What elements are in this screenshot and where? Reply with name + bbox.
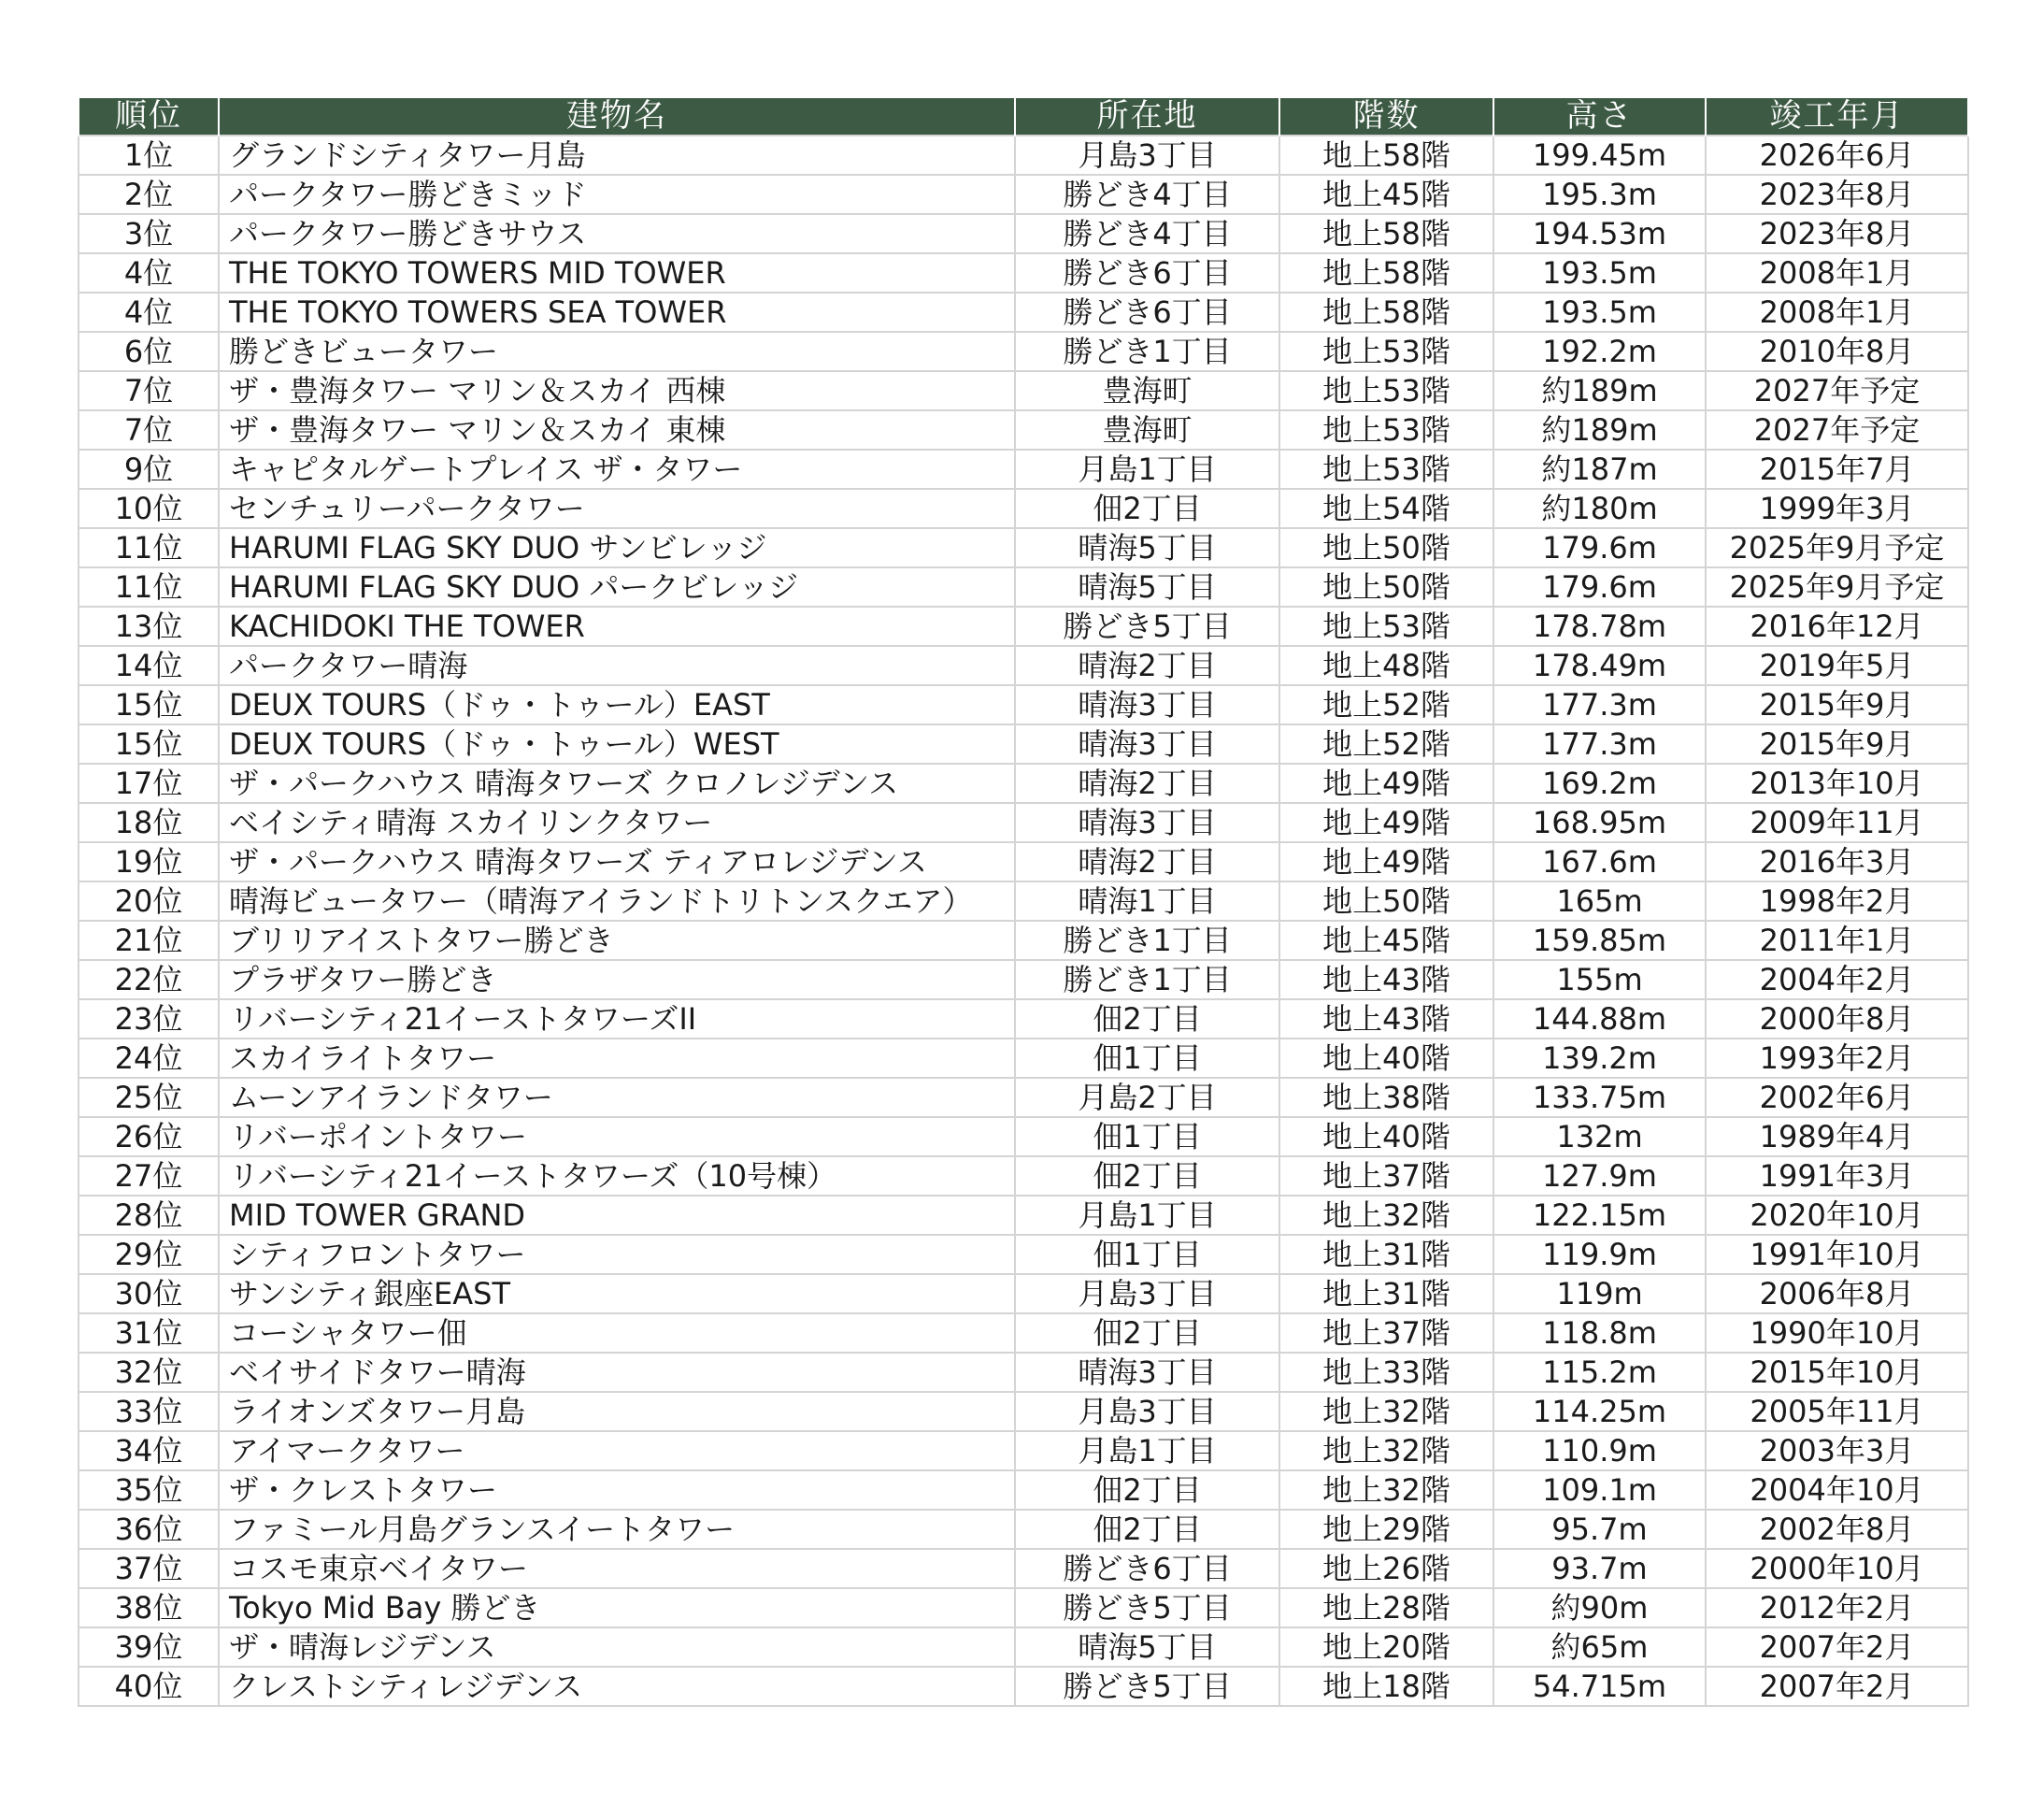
location-cell: 勝どき1丁目 (1015, 332, 1279, 371)
location-cell: 晴海1丁目 (1015, 881, 1279, 921)
location-cell: 佃2丁目 (1015, 1313, 1279, 1353)
building-name-cell: 晴海ビュータワー（晴海アイランドトリトンスクエア） (219, 881, 1015, 921)
floors-cell: 地上58階 (1279, 253, 1493, 293)
building-name-cell: コーシャタワー佃 (219, 1313, 1015, 1353)
floors-cell: 地上53階 (1279, 450, 1493, 489)
height-cell: 168.95m (1493, 803, 1706, 842)
floors-cell: 地上49階 (1279, 842, 1493, 881)
floors-cell: 地上52階 (1279, 685, 1493, 724)
floors-cell: 地上38階 (1279, 1078, 1493, 1117)
rank-cell: 31位 (79, 1313, 219, 1353)
height-cell: 177.3m (1493, 724, 1706, 764)
building-name-cell: シティフロントタワー (219, 1235, 1015, 1274)
location-cell: 晴海2丁目 (1015, 646, 1279, 685)
building-name-cell: Tokyo Mid Bay 勝どき (219, 1588, 1015, 1627)
height-cell: 122.15m (1493, 1196, 1706, 1235)
rank-cell: 15位 (79, 685, 219, 724)
building-name-cell: DEUX TOURS（ドゥ・トゥール）EAST (219, 685, 1015, 724)
completed-cell: 2016年12月 (1706, 607, 1968, 646)
building-name-cell: サンシティ銀座EAST (219, 1274, 1015, 1313)
table-row (79, 999, 1968, 1039)
building-name-cell: ブリリアイストタワー勝どき (219, 921, 1015, 960)
height-cell: 193.5m (1493, 253, 1706, 293)
building-name-cell: THE TOKYO TOWERS MID TOWER (219, 253, 1015, 293)
rank-cell: 20位 (79, 881, 219, 921)
location-cell: 勝どき4丁目 (1015, 175, 1279, 214)
height-cell: 118.8m (1493, 1313, 1706, 1353)
location-cell: 佃2丁目 (1015, 489, 1279, 528)
completed-cell: 2027年予定 (1706, 410, 1968, 450)
height-cell: 178.78m (1493, 607, 1706, 646)
completed-cell: 2015年7月 (1706, 450, 1968, 489)
location-cell: 月島3丁目 (1015, 1392, 1279, 1431)
rank-cell: 18位 (79, 803, 219, 842)
table-row (79, 1392, 1968, 1431)
rank-cell: 2位 (79, 175, 219, 214)
table-row (79, 450, 1968, 489)
table-row (79, 253, 1968, 293)
location-cell: 晴海2丁目 (1015, 842, 1279, 881)
location-cell: 佃1丁目 (1015, 1117, 1279, 1156)
floors-cell: 地上49階 (1279, 803, 1493, 842)
location-cell: 晴海3丁目 (1015, 685, 1279, 724)
completed-cell: 1993年2月 (1706, 1039, 1968, 1078)
completed-cell: 2006年8月 (1706, 1274, 1968, 1313)
floors-cell: 地上18階 (1279, 1667, 1493, 1706)
building-name-cell: ザ・クレストタワー (219, 1470, 1015, 1510)
table-row (79, 724, 1968, 764)
floors-cell: 地上53階 (1279, 607, 1493, 646)
header-name: 建物名 (219, 98, 1015, 136)
table-header (79, 98, 1968, 136)
table-row (79, 214, 1968, 253)
table-body (79, 136, 1968, 1706)
completed-cell: 2025年9月予定 (1706, 528, 1968, 567)
building-name-cell: センチュリーパークタワー (219, 489, 1015, 528)
building-name-cell: プラザタワー勝どき (219, 960, 1015, 999)
location-cell: 勝どき5丁目 (1015, 1588, 1279, 1627)
floors-cell: 地上37階 (1279, 1313, 1493, 1353)
rank-cell: 19位 (79, 842, 219, 881)
completed-cell: 1989年4月 (1706, 1117, 1968, 1156)
rank-cell: 11位 (79, 528, 219, 567)
table-row (79, 1117, 1968, 1156)
table-row (79, 136, 1968, 175)
completed-cell: 2015年9月 (1706, 724, 1968, 764)
location-cell: 佃2丁目 (1015, 1156, 1279, 1196)
completed-cell: 2000年8月 (1706, 999, 1968, 1039)
completed-cell: 2023年8月 (1706, 214, 1968, 253)
location-cell: 豊海町 (1015, 371, 1279, 410)
table-row (79, 881, 1968, 921)
floors-cell: 地上58階 (1279, 214, 1493, 253)
floors-cell: 地上32階 (1279, 1196, 1493, 1235)
rank-cell: 30位 (79, 1274, 219, 1313)
tower-ranking-table (78, 98, 1969, 1707)
building-name-cell: THE TOKYO TOWERS SEA TOWER (219, 293, 1015, 332)
completed-cell: 2004年2月 (1706, 960, 1968, 999)
building-name-cell: スカイライトタワー (219, 1039, 1015, 1078)
table-row (79, 332, 1968, 371)
location-cell: 佃1丁目 (1015, 1039, 1279, 1078)
height-cell: 155m (1493, 960, 1706, 999)
building-name-cell: HARUMI FLAG SKY DUO サンビレッジ (219, 528, 1015, 567)
completed-cell: 2000年10月 (1706, 1549, 1968, 1588)
floors-cell: 地上50階 (1279, 881, 1493, 921)
floors-cell: 地上20階 (1279, 1627, 1493, 1667)
rank-cell: 36位 (79, 1510, 219, 1549)
floors-cell: 地上53階 (1279, 332, 1493, 371)
height-cell: 133.75m (1493, 1078, 1706, 1117)
floors-cell: 地上53階 (1279, 410, 1493, 450)
location-cell: 勝どき4丁目 (1015, 214, 1279, 253)
building-name-cell: アイマークタワー (219, 1431, 1015, 1470)
building-name-cell: KACHIDOKI THE TOWER (219, 607, 1015, 646)
height-cell: 約90m (1493, 1588, 1706, 1627)
building-name-cell: ザ・晴海レジデンス (219, 1627, 1015, 1667)
table-row (79, 1313, 1968, 1353)
building-name-cell: ムーンアイランドタワー (219, 1078, 1015, 1117)
building-name-cell: リバーシティ21イーストタワーズII (219, 999, 1015, 1039)
table-row (79, 803, 1968, 842)
building-name-cell: パークタワー晴海 (219, 646, 1015, 685)
table-row (79, 293, 1968, 332)
completed-cell: 2002年6月 (1706, 1078, 1968, 1117)
height-cell: 132m (1493, 1117, 1706, 1156)
rank-cell: 4位 (79, 253, 219, 293)
location-cell: 月島3丁目 (1015, 136, 1279, 175)
building-name-cell: リバーポイントタワー (219, 1117, 1015, 1156)
completed-cell: 2011年1月 (1706, 921, 1968, 960)
rank-cell: 39位 (79, 1627, 219, 1667)
location-cell: 勝どき6丁目 (1015, 253, 1279, 293)
building-name-cell: ライオンズタワー月島 (219, 1392, 1015, 1431)
rank-cell: 23位 (79, 999, 219, 1039)
completed-cell: 2007年2月 (1706, 1627, 1968, 1667)
floors-cell: 地上40階 (1279, 1117, 1493, 1156)
height-cell: 139.2m (1493, 1039, 1706, 1078)
completed-cell: 1991年3月 (1706, 1156, 1968, 1196)
floors-cell: 地上54階 (1279, 489, 1493, 528)
floors-cell: 地上37階 (1279, 1156, 1493, 1196)
building-name-cell: ザ・豊海タワー マリン＆スカイ 西棟 (219, 371, 1015, 410)
table-row (79, 1196, 1968, 1235)
completed-cell: 2010年8月 (1706, 332, 1968, 371)
completed-cell: 2023年8月 (1706, 175, 1968, 214)
building-name-cell: キャピタルゲートプレイス ザ・タワー (219, 450, 1015, 489)
floors-cell: 地上32階 (1279, 1431, 1493, 1470)
location-cell: 勝どき6丁目 (1015, 293, 1279, 332)
header-height: 高さ (1493, 98, 1706, 136)
location-cell: 勝どき5丁目 (1015, 1667, 1279, 1706)
table-row (79, 607, 1968, 646)
completed-cell: 2003年3月 (1706, 1431, 1968, 1470)
rank-cell: 38位 (79, 1588, 219, 1627)
building-name-cell: グランドシティタワー月島 (219, 136, 1015, 175)
table-row (79, 1627, 1968, 1667)
completed-cell: 2008年1月 (1706, 293, 1968, 332)
height-cell: 約180m (1493, 489, 1706, 528)
rank-cell: 22位 (79, 960, 219, 999)
building-name-cell: クレストシティレジデンス (219, 1667, 1015, 1706)
building-name-cell: DEUX TOURS（ドゥ・トゥール）WEST (219, 724, 1015, 764)
location-cell: 晴海5丁目 (1015, 528, 1279, 567)
rank-cell: 6位 (79, 332, 219, 371)
height-cell: 159.85m (1493, 921, 1706, 960)
rank-cell: 27位 (79, 1156, 219, 1196)
completed-cell: 1999年3月 (1706, 489, 1968, 528)
floors-cell: 地上26階 (1279, 1549, 1493, 1588)
building-name-cell: ベイシティ晴海 スカイリンクタワー (219, 803, 1015, 842)
height-cell: 194.53m (1493, 214, 1706, 253)
rank-cell: 33位 (79, 1392, 219, 1431)
height-cell: 115.2m (1493, 1353, 1706, 1392)
floors-cell: 地上52階 (1279, 724, 1493, 764)
floors-cell: 地上50階 (1279, 567, 1493, 607)
rank-cell: 10位 (79, 489, 219, 528)
completed-cell: 2025年9月予定 (1706, 567, 1968, 607)
table-row (79, 371, 1968, 410)
building-name-cell: ザ・豊海タワー マリン＆スカイ 東棟 (219, 410, 1015, 450)
completed-cell: 2027年予定 (1706, 371, 1968, 410)
table-row (79, 960, 1968, 999)
height-cell: 179.6m (1493, 528, 1706, 567)
table-row (79, 1588, 1968, 1627)
building-name-cell: ファミール月島グランスイートタワー (219, 1510, 1015, 1549)
table-row (79, 1078, 1968, 1117)
building-name-cell: ザ・パークハウス 晴海タワーズ ティアロレジデンス (219, 842, 1015, 881)
floors-cell: 地上53階 (1279, 371, 1493, 410)
table-row (79, 528, 1968, 567)
completed-cell: 2015年9月 (1706, 685, 1968, 724)
rank-cell: 29位 (79, 1235, 219, 1274)
floors-cell: 地上45階 (1279, 175, 1493, 214)
location-cell: 晴海3丁目 (1015, 803, 1279, 842)
location-cell: 晴海3丁目 (1015, 1353, 1279, 1392)
location-cell: 晴海5丁目 (1015, 567, 1279, 607)
height-cell: 195.3m (1493, 175, 1706, 214)
completed-cell: 2015年10月 (1706, 1353, 1968, 1392)
location-cell: 月島3丁目 (1015, 1274, 1279, 1313)
floors-cell: 地上45階 (1279, 921, 1493, 960)
height-cell: 144.88m (1493, 999, 1706, 1039)
table-row (79, 175, 1968, 214)
table-row (79, 685, 1968, 724)
completed-cell: 2026年6月 (1706, 136, 1968, 175)
height-cell: 93.7m (1493, 1549, 1706, 1588)
completed-cell: 2019年5月 (1706, 646, 1968, 685)
building-name-cell: 勝どきビュータワー (219, 332, 1015, 371)
table-row (79, 1156, 1968, 1196)
rank-cell: 24位 (79, 1039, 219, 1078)
location-cell: 佃2丁目 (1015, 1470, 1279, 1510)
table-row (79, 489, 1968, 528)
location-cell: 月島1丁目 (1015, 450, 1279, 489)
floors-cell: 地上32階 (1279, 1392, 1493, 1431)
height-cell: 約187m (1493, 450, 1706, 489)
rank-cell: 7位 (79, 410, 219, 450)
rank-cell: 14位 (79, 646, 219, 685)
height-cell: 約189m (1493, 410, 1706, 450)
height-cell: 193.5m (1493, 293, 1706, 332)
height-cell: 167.6m (1493, 842, 1706, 881)
floors-cell: 地上58階 (1279, 136, 1493, 175)
height-cell: 約189m (1493, 371, 1706, 410)
rank-cell: 17位 (79, 764, 219, 803)
height-cell: 127.9m (1493, 1156, 1706, 1196)
completed-cell: 1998年2月 (1706, 881, 1968, 921)
floors-cell: 地上40階 (1279, 1039, 1493, 1078)
floors-cell: 地上43階 (1279, 960, 1493, 999)
rank-cell: 13位 (79, 607, 219, 646)
floors-cell: 地上58階 (1279, 293, 1493, 332)
rank-cell: 32位 (79, 1353, 219, 1392)
table-row (79, 1549, 1968, 1588)
completed-cell: 2008年1月 (1706, 253, 1968, 293)
rank-cell: 4位 (79, 293, 219, 332)
height-cell: 54.715m (1493, 1667, 1706, 1706)
location-cell: 晴海5丁目 (1015, 1627, 1279, 1667)
height-cell: 177.3m (1493, 685, 1706, 724)
height-cell: 165m (1493, 881, 1706, 921)
location-cell: 月島1丁目 (1015, 1431, 1279, 1470)
height-cell: 199.45m (1493, 136, 1706, 175)
floors-cell: 地上43階 (1279, 999, 1493, 1039)
location-cell: 勝どき1丁目 (1015, 921, 1279, 960)
completed-cell: 2013年10月 (1706, 764, 1968, 803)
height-cell: 109.1m (1493, 1470, 1706, 1510)
rank-cell: 3位 (79, 214, 219, 253)
table-row (79, 1235, 1968, 1274)
building-name-cell: MID TOWER GRAND (219, 1196, 1015, 1235)
floors-cell: 地上49階 (1279, 764, 1493, 803)
rank-cell: 40位 (79, 1667, 219, 1706)
table-row (79, 1667, 1968, 1706)
location-cell: 勝どき1丁目 (1015, 960, 1279, 999)
floors-cell: 地上33階 (1279, 1353, 1493, 1392)
table-row (79, 1274, 1968, 1313)
building-name-cell: コスモ東京ベイタワー (219, 1549, 1015, 1588)
rank-cell: 11位 (79, 567, 219, 607)
floors-cell: 地上28階 (1279, 1588, 1493, 1627)
table-row (79, 764, 1968, 803)
location-cell: 佃2丁目 (1015, 1510, 1279, 1549)
table-row (79, 1510, 1968, 1549)
floors-cell: 地上50階 (1279, 528, 1493, 567)
height-cell: 119m (1493, 1274, 1706, 1313)
header-completed: 竣工年月 (1706, 98, 1968, 136)
location-cell: 勝どき6丁目 (1015, 1549, 1279, 1588)
table-row (79, 567, 1968, 607)
completed-cell: 2007年2月 (1706, 1667, 1968, 1706)
completed-cell: 2020年10月 (1706, 1196, 1968, 1235)
table-row (79, 842, 1968, 881)
rank-cell: 37位 (79, 1549, 219, 1588)
rank-cell: 9位 (79, 450, 219, 489)
completed-cell: 2009年11月 (1706, 803, 1968, 842)
floors-cell: 地上31階 (1279, 1274, 1493, 1313)
completed-cell: 2012年2月 (1706, 1588, 1968, 1627)
height-cell: 114.25m (1493, 1392, 1706, 1431)
building-name-cell: ベイサイドタワー晴海 (219, 1353, 1015, 1392)
height-cell: 110.9m (1493, 1431, 1706, 1470)
floors-cell: 地上29階 (1279, 1510, 1493, 1549)
floors-cell: 地上48階 (1279, 646, 1493, 685)
table-row (79, 1431, 1968, 1470)
completed-cell: 1991年10月 (1706, 1235, 1968, 1274)
location-cell: 豊海町 (1015, 410, 1279, 450)
height-cell: 192.2m (1493, 332, 1706, 371)
rank-cell: 34位 (79, 1431, 219, 1470)
height-cell: 約65m (1493, 1627, 1706, 1667)
location-cell: 佃2丁目 (1015, 999, 1279, 1039)
rank-cell: 25位 (79, 1078, 219, 1117)
table-row (79, 410, 1968, 450)
completed-cell: 1990年10月 (1706, 1313, 1968, 1353)
height-cell: 95.7m (1493, 1510, 1706, 1549)
rank-cell: 26位 (79, 1117, 219, 1156)
location-cell: 晴海2丁目 (1015, 764, 1279, 803)
table-row (79, 1353, 1968, 1392)
height-cell: 179.6m (1493, 567, 1706, 607)
location-cell: 晴海3丁目 (1015, 724, 1279, 764)
header-location: 所在地 (1015, 98, 1279, 136)
height-cell: 169.2m (1493, 764, 1706, 803)
completed-cell: 2016年3月 (1706, 842, 1968, 881)
rank-cell: 7位 (79, 371, 219, 410)
building-name-cell: HARUMI FLAG SKY DUO パークビレッジ (219, 567, 1015, 607)
location-cell: 月島1丁目 (1015, 1196, 1279, 1235)
table-row (79, 921, 1968, 960)
rank-cell: 35位 (79, 1470, 219, 1510)
location-cell: 佃1丁目 (1015, 1235, 1279, 1274)
rank-cell: 1位 (79, 136, 219, 175)
table-row (79, 1470, 1968, 1510)
building-name-cell: リバーシティ21イーストタワーズ（10号棟） (219, 1156, 1015, 1196)
building-name-cell: ザ・パークハウス 晴海タワーズ クロノレジデンス (219, 764, 1015, 803)
height-cell: 178.49m (1493, 646, 1706, 685)
completed-cell: 2004年10月 (1706, 1470, 1968, 1510)
ranking-sheet (78, 98, 1967, 1707)
floors-cell: 地上31階 (1279, 1235, 1493, 1274)
building-name-cell: パークタワー勝どきサウス (219, 214, 1015, 253)
header-floors: 階数 (1279, 98, 1493, 136)
completed-cell: 2002年8月 (1706, 1510, 1968, 1549)
location-cell: 勝どき5丁目 (1015, 607, 1279, 646)
table-row (79, 646, 1968, 685)
rank-cell: 21位 (79, 921, 219, 960)
location-cell: 月島2丁目 (1015, 1078, 1279, 1117)
table-row (79, 1039, 1968, 1078)
building-name-cell: パークタワー勝どきミッド (219, 175, 1015, 214)
header-rank: 順位 (79, 98, 219, 136)
completed-cell: 2005年11月 (1706, 1392, 1968, 1431)
rank-cell: 15位 (79, 724, 219, 764)
floors-cell: 地上32階 (1279, 1470, 1493, 1510)
header-row (79, 98, 1968, 136)
height-cell: 119.9m (1493, 1235, 1706, 1274)
rank-cell: 28位 (79, 1196, 219, 1235)
